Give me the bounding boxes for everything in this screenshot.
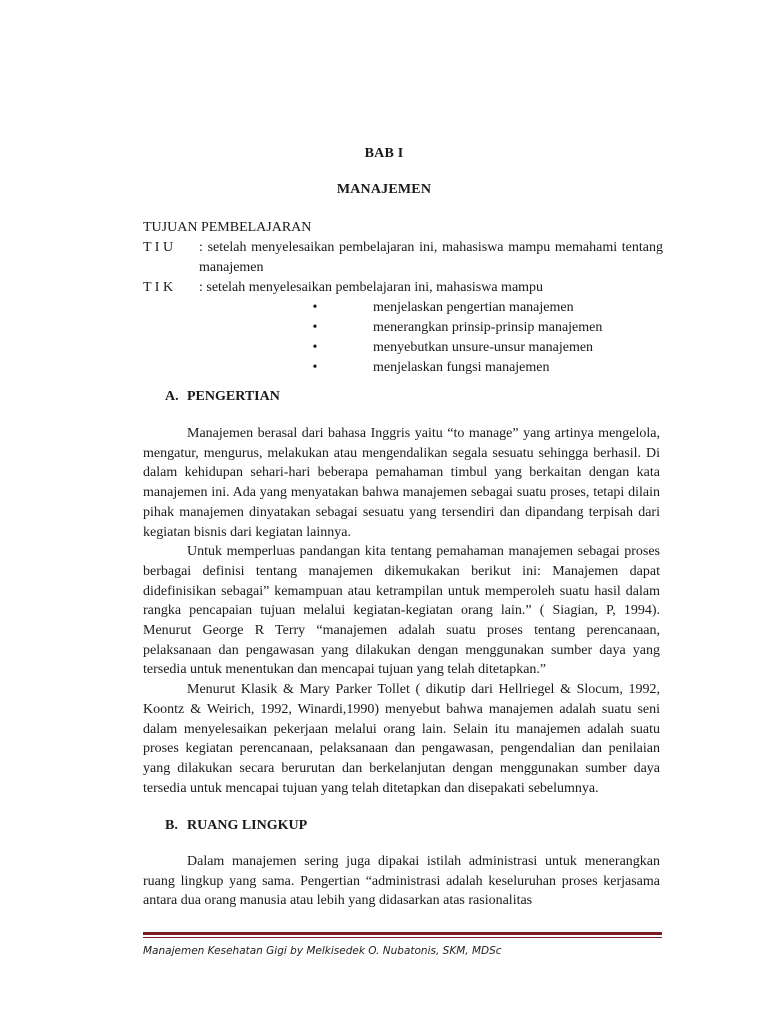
bullet-icon: •	[312, 340, 318, 355]
section-b-letter: B.	[165, 818, 178, 833]
section-a-letter: A.	[165, 389, 179, 404]
bullet-icon: •	[312, 320, 318, 335]
section-a-body	[143, 424, 660, 798]
tik-row	[143, 278, 663, 298]
list-item-text: menerangkan prinsip-prinsip manajemen	[373, 320, 603, 335]
tiu-value: : setelah menyelesaikan pembelajaran ini, mahasiswa mampu memahami tentang manajemen	[199, 240, 663, 275]
learning-objectives	[143, 218, 663, 378]
list-item	[143, 298, 663, 318]
list-item-text: menjelaskan pengertian manajemen	[373, 300, 574, 315]
tiu-key: T I U	[143, 240, 174, 255]
tiu-row	[143, 238, 663, 278]
tik-key: T I K	[143, 280, 174, 295]
bullet-icon: •	[312, 300, 318, 315]
section-b-heading	[165, 818, 307, 834]
list-item	[143, 318, 663, 338]
paragraph: Manajemen berasal dari bahasa Inggris yaitu “to manage” yang artinya mengelola, mengatur, mengurus, melakukan atau mengendalikan segala sesuatu sehingga berhasil. Di dalam kehidupan sehari-hari beberapa pemahaman timbul yang berkaitan dengan kata manajemen ini. Ada yang menyatakan bahwa manajemen sebagai suatu proses, tetapi dilain pihak manajemen dinyatakan sebagai sesuatu yang tersendiri dan dipandang terpisah dari kegiatan bisnis dari kegiatan lainnya.	[143, 426, 660, 540]
chapter-label: BAB I	[364, 146, 404, 161]
section-b-body	[143, 852, 660, 911]
section-a-heading	[165, 389, 280, 405]
bullet-icon: •	[312, 360, 318, 375]
paragraph: Menurut Klasik & Mary Parker Tollet ( dikutip dari Hellriegel & Slocum, 1992, Koontz & Weirich, 1992, Winardi,1990) menyebut bahwa manajemen adalah suatu seni dalam menyelesaikan pekerjaan melalui orang lain. Selain itu manajemen adalah suatu proses kegiatan perencanaan, pelaksanaan dan pengawasan, pengendalian dan penilaian yang dilakukan secara berurutan dan berkelanjutan dengan menggunakan sumber daya tersedia untuk mencapai tujuan yang telah ditetapkan dan disepakati sebelumnya.	[143, 682, 660, 796]
footer-rule-thick	[143, 932, 662, 935]
chapter-title: MANAJEMEN	[336, 182, 432, 197]
section-a-title: PENGERTIAN	[187, 389, 280, 404]
list-item-text: menyebutkan unsure-unsur manajemen	[373, 340, 594, 355]
list-item	[143, 338, 663, 358]
objectives-list	[143, 298, 663, 378]
paragraph: Dalam manajemen sering juga dipakai istilah administrasi untuk menerangkan ruang lingkup yang sama. Pengertian “administrasi adalah keseluruhan proses kerjasama antara dua orang manusia atau lebih yang didasarkan atas rasionalitas	[143, 854, 660, 909]
section-b-title: RUANG LINGKUP	[187, 818, 308, 833]
page-footer: Manajemen Kesehatan Gigi by Melkisedek O. Nubatonis, SKM, MDSc	[143, 945, 502, 957]
paragraph: Untuk memperluas pandangan kita tentang pemahaman manajemen sebagai proses berbagai definisi tentang manajemen dikemukakan berikut ini: Manajemen dapat didefinisikan sebagai” kemampuan atau ketrampilan untuk memperoleh suatu hasil dalam rangka pencapaian tujuan melalui kegiatan-kegiatan orang lain.” ( Siagian, P, 1994). Menurut George R Terry “manajemen adalah suatu proses tentang perencanaan, pelaksanaan dan pengawasan yang dilakukan dengan menggunakan sumber daya yang tersedia untuk menentukan dan mencapai tujuan yang telah ditetapkan.”	[143, 544, 660, 678]
list-item	[143, 358, 663, 378]
list-item-text: menjelaskan fungsi manajemen	[373, 360, 550, 375]
footer-rule-thin	[143, 937, 662, 938]
objectives-heading: TUJUAN PEMBELAJARAN	[143, 220, 312, 235]
tik-value: : setelah menyelesaikan pembelajaran ini, mahasiswa mampu	[199, 280, 544, 295]
